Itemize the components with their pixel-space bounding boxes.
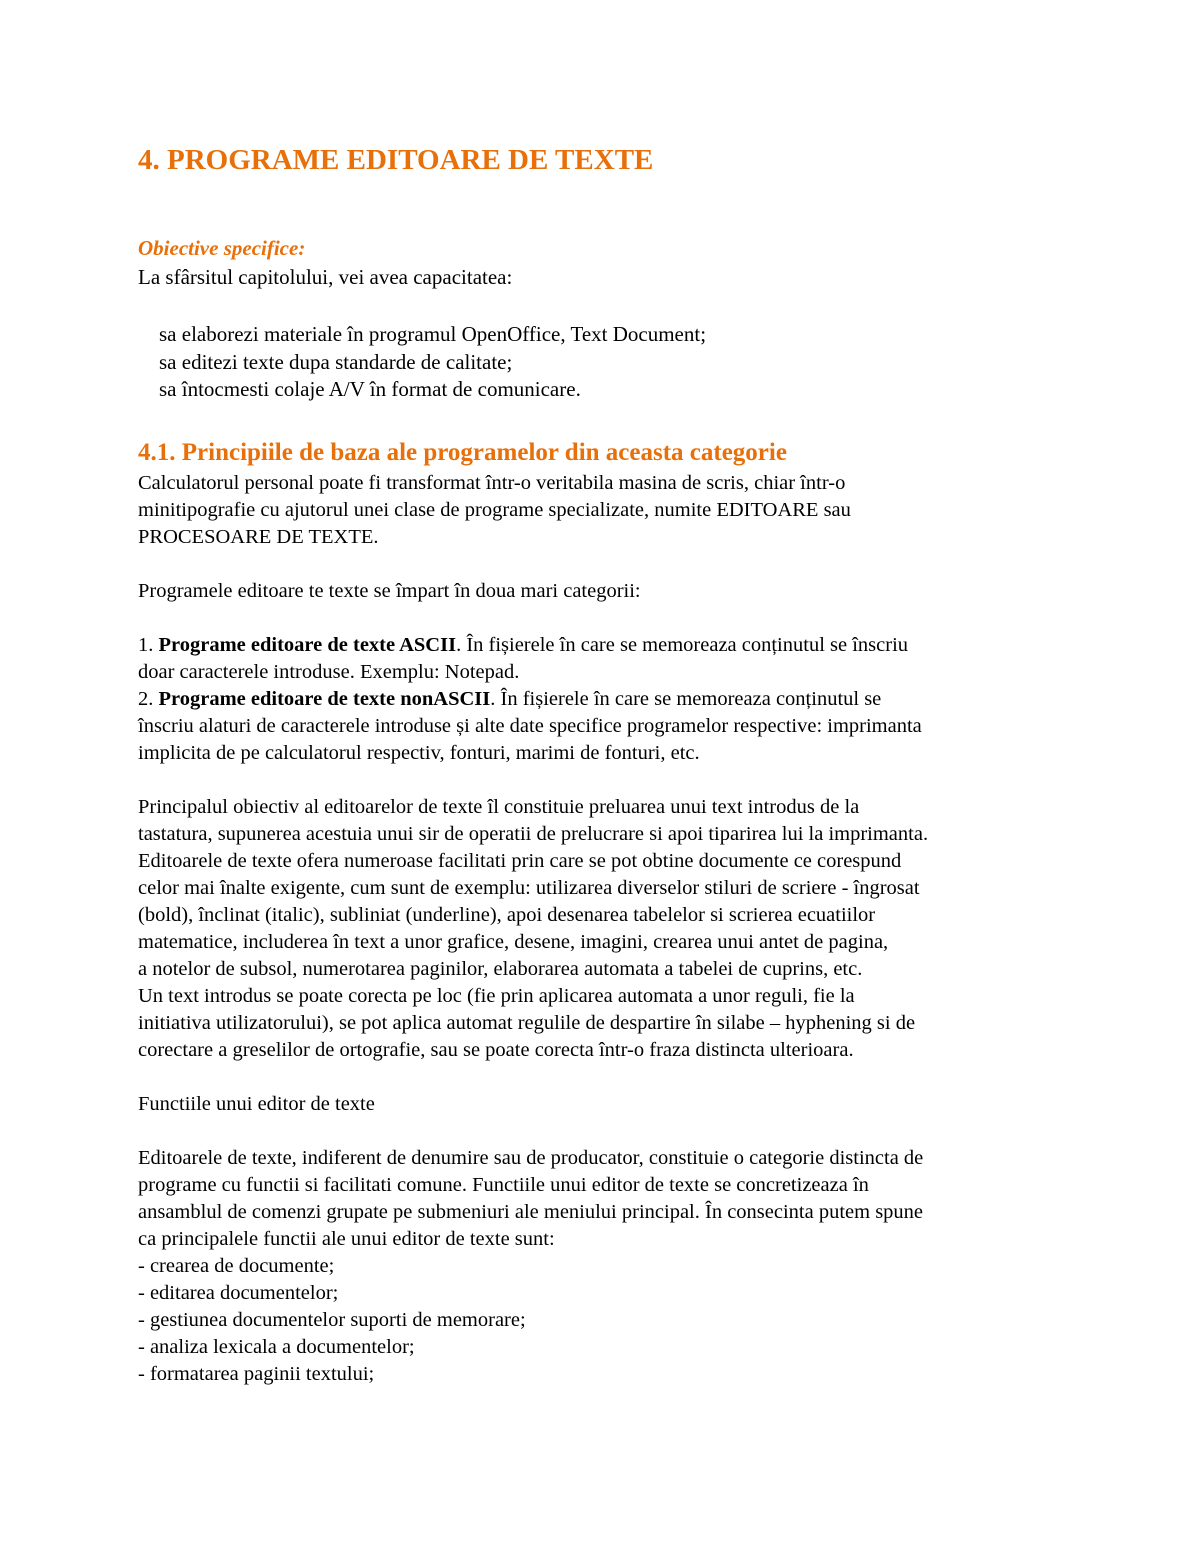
category-description: . În fișierele în care se memoreaza conținutul se înscriu [456,634,909,656]
text-line: ansamblul de comenzi grupate pe submeniuri ale meniului principal. În consecinta putem spune [138,1201,924,1223]
text-line: implicita de pe calculatorul respectiv, fonturi, marimi de fonturi, etc. [138,742,700,764]
text-line: corectare a greselilor de ortografie, sau se poate corecta într-o fraza distincta ulterioara. [138,1039,854,1061]
objective-item: sa întocmesti colaje A/V în format de comunicare. [159,377,581,401]
paragraph-functions [138,1145,1068,1253]
text-line: matematice, includerea în text a unor grafice, desene, imagini, crearea unui antet de pagina, [138,931,889,953]
functions-list [138,1253,1068,1388]
function-item: - formatarea paginii textului; [138,1363,375,1385]
category-ascii [138,632,1068,686]
objective-item: sa editezi texte dupa standarde de calitate; [159,349,513,374]
category-description: . În fișierele în care se memoreaza conținutul se [490,688,882,710]
text-line: PROCESOARE DE TEXTE. [138,526,379,548]
category-name: Programe editoare de texte ASCII [158,634,457,656]
text-line: ca principalele functii ale unui editor de texte sunt: [138,1228,555,1250]
objectives-intro: La sfârsitul capitolului, vei avea capacitatea: [138,265,513,289]
text-line: Editoarele de texte, indiferent de denumire sau de producator, constituie o categorie distincta de [138,1147,924,1169]
function-item: - crearea de documente; [138,1255,335,1277]
paragraph-intro [138,470,1068,551]
text-line: Calculatorul personal poate fi transformat într-o veritabila masina de scris, chiar într-o [138,472,846,494]
paragraph-main-objective [138,794,1068,1064]
text-line: Un text introdus se poate corecta pe loc (fie prin aplicarea automata a unor reguli, fie la [138,985,855,1007]
text-line: programe cu functii si facilitati comune. Functiile unui editor de texte se concretizeaza în [138,1174,869,1196]
chapter-title: 4. PROGRAME EDITOARE DE TEXTE [138,144,654,176]
paragraph-spacer [138,1064,1068,1091]
function-item: - gestiunea documentelor suporti de memorare; [138,1309,526,1331]
section-body [138,470,1068,1388]
category-nonascii [138,686,1068,767]
text-line: a notelor de subsol, numerotarea paginilor, elaborarea automata a tabelei de cuprins, etc. [138,958,863,980]
paragraph-spacer [138,605,1068,632]
paragraph-spacer [138,767,1068,794]
function-item: - editarea documentelor; [138,1282,339,1304]
text-line: Principalul obiectiv al editoarelor de texte îl constituie preluarea unui text introdus de la [138,796,860,818]
text-line: (bold), înclinat (italic), subliniat (underline), apoi desenarea tabelelor si scrierea ecuatiilor [138,904,876,926]
section-heading: 4.1. Principiile de baza ale programelor din aceasta categorie [138,439,787,466]
text-line: doar caracterele introduse. Exemplu: Notepad. [138,661,520,683]
paragraph-categories: Programele editoare te texte se împart în doua mari categorii: [138,580,641,602]
category-number: 2. [138,688,159,710]
text-line: minitipografie cu ajutorul unei clase de programe specializate, numite EDITOARE sau [138,499,851,521]
category-number: 1. [138,634,159,656]
paragraph-spacer [138,1118,1068,1145]
paragraph-spacer [138,551,1068,578]
functions-label: Functiile unui editor de texte [138,1093,375,1115]
text-line: initiativa utilizatorului), se pot aplica automat regulile de despartire în silabe – hyphening si de [138,1012,916,1034]
objectives-list [159,321,706,404]
text-line: Editoarele de texte ofera numeroase facilitati prin care se pot obtine documente ce corespund [138,850,902,872]
text-line: celor mai înalte exigente, cum sunt de exemplu: utilizarea diverselor stiluri de scriere - îngrosat [138,877,920,899]
objective-item: sa elaborezi materiale în programul OpenOffice, Text Document; [159,322,707,346]
objectives-heading: Obiective specifice: [138,236,306,260]
category-name: Programe editoare de texte nonASCII [158,688,491,710]
function-item: - analiza lexicala a documentelor; [138,1336,415,1358]
text-line: tastatura, supunerea acestuia unui sir de operatii de prelucrare si apoi tiparirea lui la imprimanta. [138,823,929,845]
text-line: înscriu alaturi de caracterele introduse și alte date specifice programelor respective: imprimanta [138,715,922,737]
